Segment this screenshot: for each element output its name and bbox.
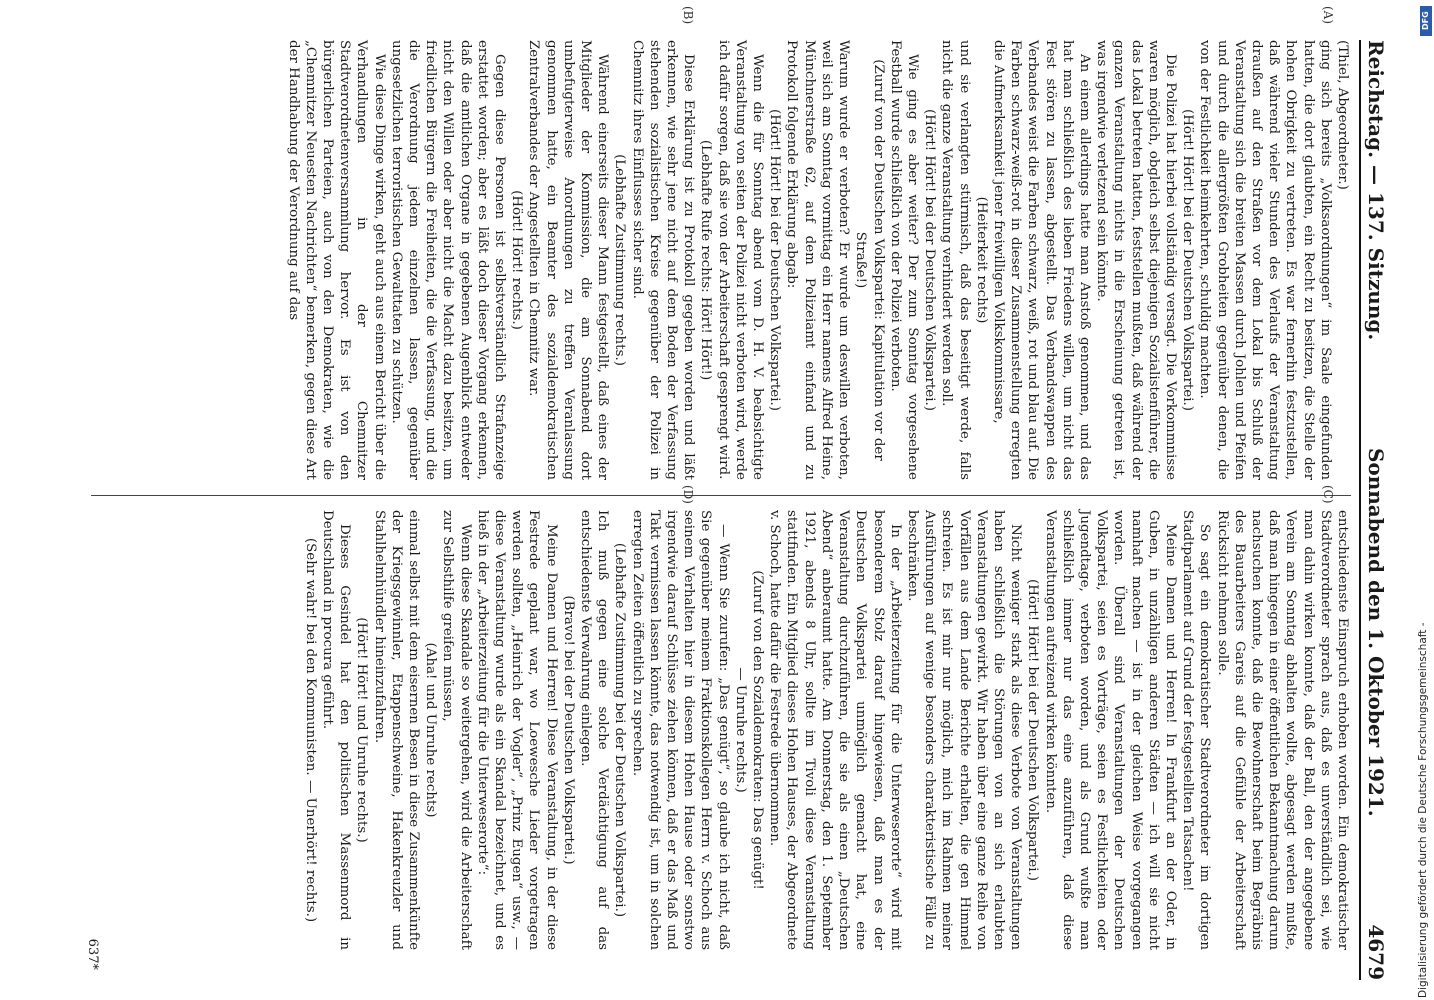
paragraph: entschiedenste Einspruch erhoben worden. Ein demokratischer Stadtverordneter sprach aus, daß es unverständlich sei, wie man dahin wirken konnte, daß der Ball, den der angegebene Verein am Sonntag abhalten wollte, abgesagt werden mußte, daß man hingegen in einer öffentlichen Bekanntmachung darum nachsuchen konnte, daß die Bewohnerschaft beim Begräbnis des Bauarbeiters Gareis auf die Gefühle der Arbeiterschaft Rücksicht nehmen solle.: [1214, 510, 1350, 950]
paragraph: Wenn diese Skandale so weitergehen, wird die Arbeiterschaft zur Selbsthilfe greifen müssen,: [440, 510, 473, 950]
paragraph: (Hört! Hört! und Unruhe rechts.): [354, 617, 370, 843]
paragraph: Meine Damen und Herren! Diese Veranstaltung, in der diese Festrede geplant war, wo Loewesche Lieder vorgetragen werden sollten, „Heinrich der Vogler“, „Prinz Eugen“ usw., — diese Veranstaltung wurde als ein Skandal bezeichnet, und es hieß in der „Arbeiterzeitung für die Unterweserorte“:: [474, 510, 559, 950]
paragraph: (Zuruf von der Deutschen Volkspartei: Kapitulation vor der Straße!): [853, 59, 886, 461]
paragraph: In der „Arbeiterzeitung für die Unterweserorte“ wird mit besonderem Stolz darauf hingewiesen, daß man es der Deutschen Volkspartei unmöglich gemacht hat, eine Veranstaltung durchzuführen, die sie als einen „Deutschen Abend“ anberaumt hatte. Am Donnerstag, den 1. September 1921, abends 8 Uhr, sollte im Tivoli diese Veranstaltung stattfinden. Ein Mitglied dieses Hohen Hauses, der Abgeordnete v. Schoch, hatte dafür die Festrede übernommen.: [767, 510, 903, 950]
margin-mark-b: (B): [681, 6, 695, 25]
signature-mark: 637*: [85, 938, 100, 970]
paragraph: Wie ging es aber weiter? Der zum Sonntag vorgesehene Festball wurde schließlich von der Polizei verboten.: [887, 40, 920, 480]
rotated-page: [65, 6, 1395, 980]
paragraph: (Thiel, Abgeordneter.): [1335, 40, 1350, 190]
header-left: Reichstag. — 137. Sitzung.: [1364, 40, 1388, 341]
paragraph: (Aha! und Unruhe rechts): [423, 642, 439, 818]
column-divider: [91, 495, 1351, 496]
paragraph: Die Polizei hat hierbei vollständig versagt. Die Vorkommnisse waren möglich, obgleich selbst diejenigen Sozialistenführer, die das Lokal betreten hatten, feststellen mußten, daß während der ganzen Veranstaltung nichts in die Erscheinung getreten ist, was irgendwie verletzend sein könnte.: [1094, 40, 1178, 480]
paragraph: Warum wurde er verboten? Er wurde um deswillen verboten, weil sich am Sonntag vormittag ein Herr namens Alfred Heine, Münchnerstraße 62, auf dem Polizeiamt einfand und zu Protokoll folgende Erklärung abgab:: [784, 40, 852, 480]
paragraph: — Unruhe rechts.): [732, 667, 748, 793]
paragraph: (Sehr wahr! bei den Kommunisten. — Unerhört! rechts.): [302, 537, 318, 923]
paragraph: (Hört! Hört! bei der Deutschen Volkspartei.): [767, 109, 783, 411]
page-number: 4679: [1364, 924, 1388, 980]
paragraph: (Lebhafte Zustimmung rechts.): [612, 154, 628, 366]
paragraph: und sie verlangten stürmisch, daß das beseitigt werde, falls nicht die ganze Veranstaltung verhindert werden soll.: [939, 40, 972, 480]
paragraph: (Bravo! bei der Deutschen Volkspartei.): [560, 595, 576, 865]
paragraph: — Wenn Sie zurufen: „Das genügt“, so glaube ich nicht, daß Sie gegenüber meinem Fraktionskollegen Herrn v. Schoch aus seinem Verhalten hier in diesem Hohen Hause oder sonstwo irgendwie darauf Schlüsse ziehen können, daß er das Maß und Takt vermissen lassen könnte, das notwendig ist, um in solchen erregten Zeiten öffentlich zu sprechen.: [629, 510, 731, 950]
digitization-credit: Digitalisierung gefördert durch die Deutsche Forschungsgemeinschaft -: [1417, 622, 1429, 998]
paragraph: So sagt ein demokratischer Stadtverordneter im dortigen Stadtparlament auf Grund der festgestellten Tatsachen!: [1180, 510, 1213, 950]
paragraph: einmal selbst mit dem eisernen Besen in diese Zusammenkünfte der Kriegsgewinnler, Etappenschweine, Hakenkreuzler und Stahlhelmhündler hineinzufahren.: [371, 510, 422, 950]
paragraph: (Hört! Hört! rechts.): [509, 190, 525, 330]
paragraph: Meine Damen und Herren! In Frankfurt an der Oder, in Guben, in unzähligen anderen Städten — ich will sie nicht namhaft machen — ist in der gleichen Weise vorgegangen worden. Überall sind Veranstaltungen der Deutschen Volkspartei, seien es Vorträge, seien es Festlichkeiten oder Jugendtage, verboten worden, und als Grund wußte man schließlich immer nur das eine anzuführen, daß diese Veranstaltungen aufreizend wirken könnten.: [1042, 510, 1178, 950]
page-header: [1359, 40, 1395, 980]
header-date: Sonnabend den 1. Oktober 1921.: [1364, 447, 1388, 817]
paragraph: (Zuruf von den Sozialdemokraten: Das genügt!: [750, 570, 766, 890]
left-column: [284, 40, 1351, 480]
paragraph: ging sich bereits „Volksaordnungen“ im Saale eingefunden hatten, die dort glaubten, ein Recht zu besitzen, die Stelle der hohen Obrigkeit zu vertreten. Es war fernerhin festzustellen, daß während vieler Stunden des Verlaufs der Veranstaltung draußen auf den Straßen vor dem Lokal bis Schluß der Veranstaltung sich die breiten Massen durch Johlen und Pfeifen und durch die allergrößten Grobheiten gegenüber denen, die von der Festlichkeit heimkehrten, schuldig machten.: [1197, 40, 1333, 480]
paragraph: Gegen diese Personen ist selbstverständlich Strafanzeige erstattet worden; aber es läßt doch dieser Vorgang erkennen, daß die amtlichen Organe in gegebenen Augenblick entweder nicht den Willen oder aber nicht die Macht dazu besitzen, um friedlichen Bürgern die Freiheiten, die die Verfassung, und die die Verordnung jedem einzelnen lassen, gegenüber ungesetzlichen terroristischen Gewalttaten zu schützen.: [388, 40, 508, 480]
paragraph: An einem allerdings hatte man Anstoß genommen, und das hat man schließlich des lieben Friedens willen, um nicht das Fest stören zu lassen, abgestellt. Das Verbandswappen des Verbandes weist die Farben schwarz, weiß, rot und blau auf. Die Farben schwarz-weiß-rot in dieser Zusammenstellung erregten die Aufmerksamkeit jener freiwilligen Volkskommissare,: [990, 40, 1092, 480]
paragraph: (Hört! Hört! bei der Deutschen Volkspartei.): [922, 109, 938, 411]
paragraph: Wenn die für Sonntag abend vom D. H. V. beabsichtigte Veranstaltung von seiten der Polizei nicht verboten wird, werde ich dafür sorgen, daß sie von der Arbeiterschaft gesprengt wird.: [715, 40, 766, 480]
paragraph: Nicht weniger stark als diese Verbote von Veranstaltungen haben schließlich die Störungen von an sich erlaubten Veranstaltungen gewirkt. Wir haben über eine ganze Reihe von Vorfällen aus dem Lande Berichte erhalten, die gen Himmel schreien. Es ist mir nur möglich, mich im Rahmen meiner Ausführungen auf wenige besonders charakteristische Fälle zu beschränken.: [904, 510, 1024, 950]
paragraph: (Lebhafte Zustimmung bei der Deutschen Volkspartei.): [612, 542, 628, 918]
paragraph: Dieses Gesindel hat den politischen Massenmord in Deutschland in procura geführt.: [320, 510, 353, 950]
dfg-logo: DFG: [1420, 6, 1432, 36]
paragraph: Wie diese Dinge wirken, geht auch aus einem Bericht über die Verhandlungen in der Chemnitzer Stadtverordnetenversammlung hervor. Es ist von den bürgerlichen Parteien, auch von den Demokraten, wie die „Chemnitzer Neuesten Nachrichten“ bemerken, gegen diese Art der Handhabung der Verordnung auf das: [285, 40, 387, 480]
paragraph: Diese Erklärung ist zu Protokoll gegeben worden und läßt erkennen, wie sehr jene nicht auf dem Boden der Verfassung stehenden sozialistischen Kreise gegenüber der Polizei in Chemnitz ihres Einflusses sicher sind.: [629, 40, 697, 480]
paragraph: (Hört! Hört! bei der Deutschen Volkspartei.): [1025, 579, 1041, 881]
paragraph: (Heiterkeit rechts): [973, 196, 989, 324]
paragraph: Ich muß gegen eine solche Verdächtigung auf das entschiedenste Verwahrung einlegen.: [578, 510, 611, 950]
paragraph: (Hört! Hört! bei der Deutschen Volkspartei.): [1180, 109, 1196, 411]
paragraph: (Lebhafte Rufe rechts: Hört! Hört!): [698, 139, 714, 381]
margin-mark-d: (D): [681, 485, 695, 504]
right-column: [302, 510, 1351, 950]
paragraph: Während einerseits dieser Mann festgestellt, daß eines der Mitglieder der Kommission, die am Sonnabend dort umbefugterweise Anordnungen zu treffen Veranlassung genommen hatte, ein Beamter des sozialdemokratischen Zentralverbandes der Angestellten in Chemnitz war.: [526, 40, 611, 480]
margin-mark-c: (C): [1321, 485, 1335, 504]
margin-mark-a: (A): [1321, 6, 1335, 25]
